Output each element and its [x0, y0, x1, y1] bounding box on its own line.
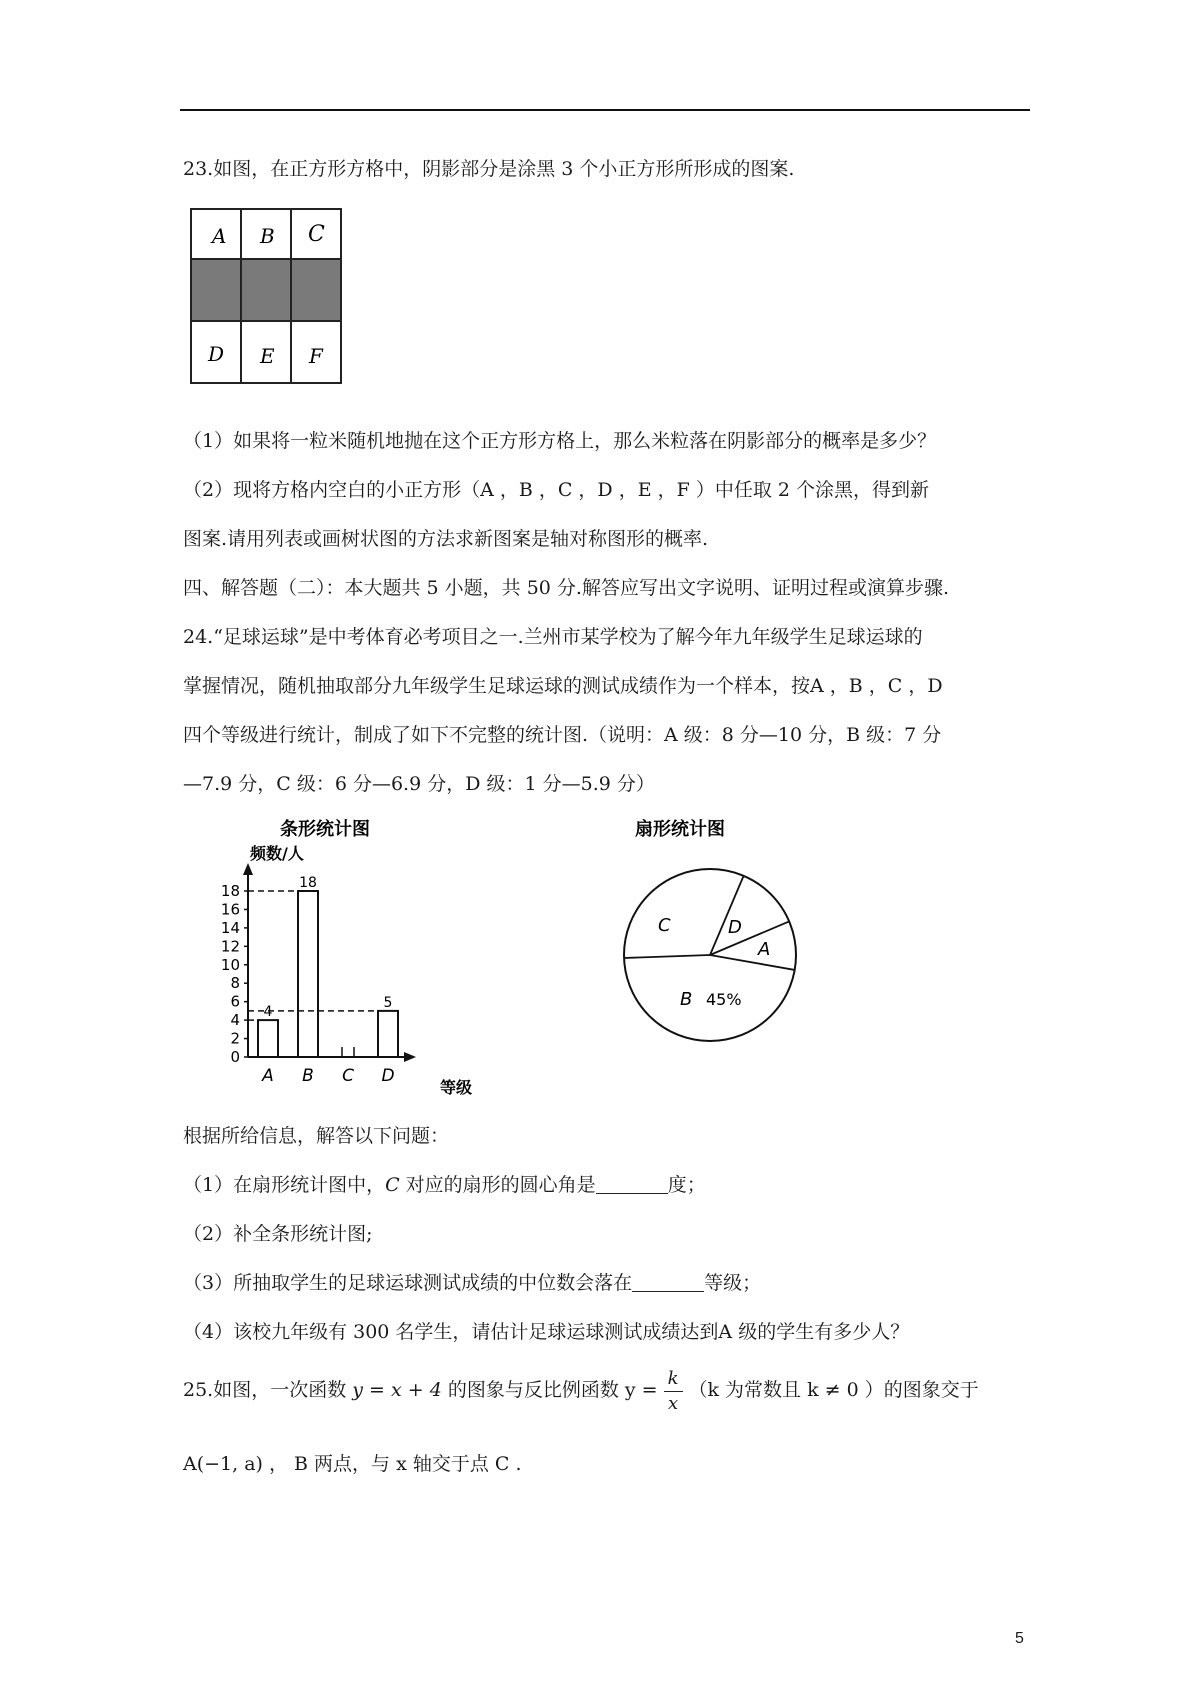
q3-pre: （3）所抽取学生的足球运球测试成绩的中位数会落在 [183, 1272, 633, 1294]
y-tick-label: 10 [220, 955, 240, 974]
q23-part2-line1: （2）现将方格内空白的小正方形（A ，B ，C ，D ，E ，F ）中任取 2 个涂黑，得到新 [183, 479, 930, 501]
data-label-D: 5 [383, 994, 393, 1011]
bar-chart-ylabel: 频数/人 [250, 844, 304, 863]
pie-label-C: C [658, 915, 671, 936]
q24-question1 [183, 1171, 706, 1199]
data-label-B: 18 [299, 875, 317, 891]
q23-part2-line2: 图案.请用列表或画树状图的方法求新图案是轴对称图形的概率. [183, 528, 709, 550]
page-number: 5 [1015, 1630, 1024, 1647]
q23-part1: （1）如果将一粒米随机地抛在这个正方形方格上，那么米粒落在阴影部分的概率是多少？ [183, 430, 937, 452]
q3-post: 等级； [704, 1272, 762, 1294]
y-tick-label: 14 [220, 918, 240, 937]
fraction-denominator: x [667, 1392, 679, 1414]
q1-var: C [385, 1174, 400, 1196]
x-tick-label-C: C [342, 1066, 354, 1086]
fraction-numerator: k [664, 1367, 683, 1392]
q3-answer-blank[interactable] [632, 1271, 704, 1292]
y-tick-label: 2 [230, 1029, 240, 1048]
q25-text-c: （k 为常数且 k ≠ 0 ）的图象交于 [688, 1379, 979, 1401]
x-axis-arrow [404, 1052, 416, 1062]
q1-answer-blank[interactable] [596, 1173, 668, 1194]
y-axis-arrow [243, 863, 253, 875]
pie-label-A: A [758, 939, 771, 960]
header-rule [180, 109, 1030, 111]
q23-intro: 23.如图，在正方形方格中，阴影部分是涂黑 3 个小正方形所形成的图案. [183, 158, 795, 180]
q24-line1: 24.“足球运球”是中考体育必考项目之一.兰州市某学校为了解今年九年级学生足球运球的 [183, 626, 923, 648]
q24-line4: —7.9 分，C 级：6 分—6.9 分，D 级：1 分—5.9 分） [183, 773, 655, 795]
y-tick-label: 18 [220, 882, 240, 900]
pie-label-B: B [680, 989, 693, 1010]
q24-after: 根据所给信息，解答以下问题： [183, 1125, 450, 1147]
grid-label-c: C [308, 222, 325, 247]
y-tick-label: 6 [230, 992, 240, 1011]
q25-fraction [664, 1367, 683, 1416]
q24-question2: （2）补全条形统计图; [183, 1223, 373, 1245]
pie-value-B: 45% [706, 990, 742, 1009]
pie-chart-title: 扇形统计图 [635, 819, 725, 840]
y-tick-label: 4 [230, 1011, 240, 1030]
q25-line2: A(−1, a) ， B 两点，与 x 轴交于点 C . [183, 1453, 522, 1475]
q24-line3: 四个等级进行统计，制成了如下不完整的统计图.（说明：A 级：8 分—10 分，B 级：7 分 [183, 724, 942, 746]
x-tick-label-B: B [302, 1066, 314, 1086]
q25-linear-eq: y = x + 4 [346, 1379, 448, 1401]
grid-label-e: E [260, 344, 275, 368]
bar-chart [210, 815, 490, 1109]
y-tick-label: 12 [220, 937, 240, 956]
bar-B [298, 891, 318, 1057]
grid-label-a: A [212, 224, 227, 248]
q24-question4: （4）该校九年级有 300 名学生，请估计足球运球测试成绩达到A 级的学生有多少人？ [183, 1321, 910, 1343]
q25-line1 [183, 1365, 979, 1416]
x-tick-label-D: D [381, 1066, 395, 1086]
y-tick-label: 16 [220, 900, 240, 919]
pie-chart [600, 815, 820, 1059]
bar-chart-xlabel: 等级 [440, 1078, 473, 1097]
q25-text-a: 25.如图，一次函数 [183, 1379, 347, 1401]
q1-post: 度； [667, 1174, 706, 1196]
data-label-A: 4 [263, 1004, 273, 1021]
bar-D [378, 1011, 398, 1057]
bar-chart-title: 条形统计图 [280, 819, 370, 840]
grid-label-f: F [309, 344, 323, 368]
grid-label-b: B [260, 224, 275, 248]
q23-grid-figure [190, 208, 350, 390]
q25-text-b: 的图象与反比例函数 y = [447, 1379, 658, 1401]
q1-pre: （1）在扇形统计图中， [183, 1174, 386, 1196]
bar-A [258, 1020, 278, 1057]
q1-mid: 对应的扇形的圆心角是 [399, 1174, 596, 1196]
pie-label-D: D [728, 917, 742, 938]
x-tick-label-A: A [262, 1066, 274, 1086]
q24-line2: 掌握情况，随机抽取部分九年级学生足球运球的测试成绩作为一个样本，按A ，B ，C ，D [183, 675, 943, 697]
section-4-heading: 四、解答题（二）：本大题共 5 小题，共 50 分.解答应写出文字说明、证明过程或演算步骤. [183, 577, 950, 599]
grid-label-d: D [208, 342, 225, 366]
q24-question3 [183, 1269, 761, 1297]
y-tick-label: 8 [230, 974, 240, 993]
y-tick-label: 0 [230, 1048, 240, 1066]
